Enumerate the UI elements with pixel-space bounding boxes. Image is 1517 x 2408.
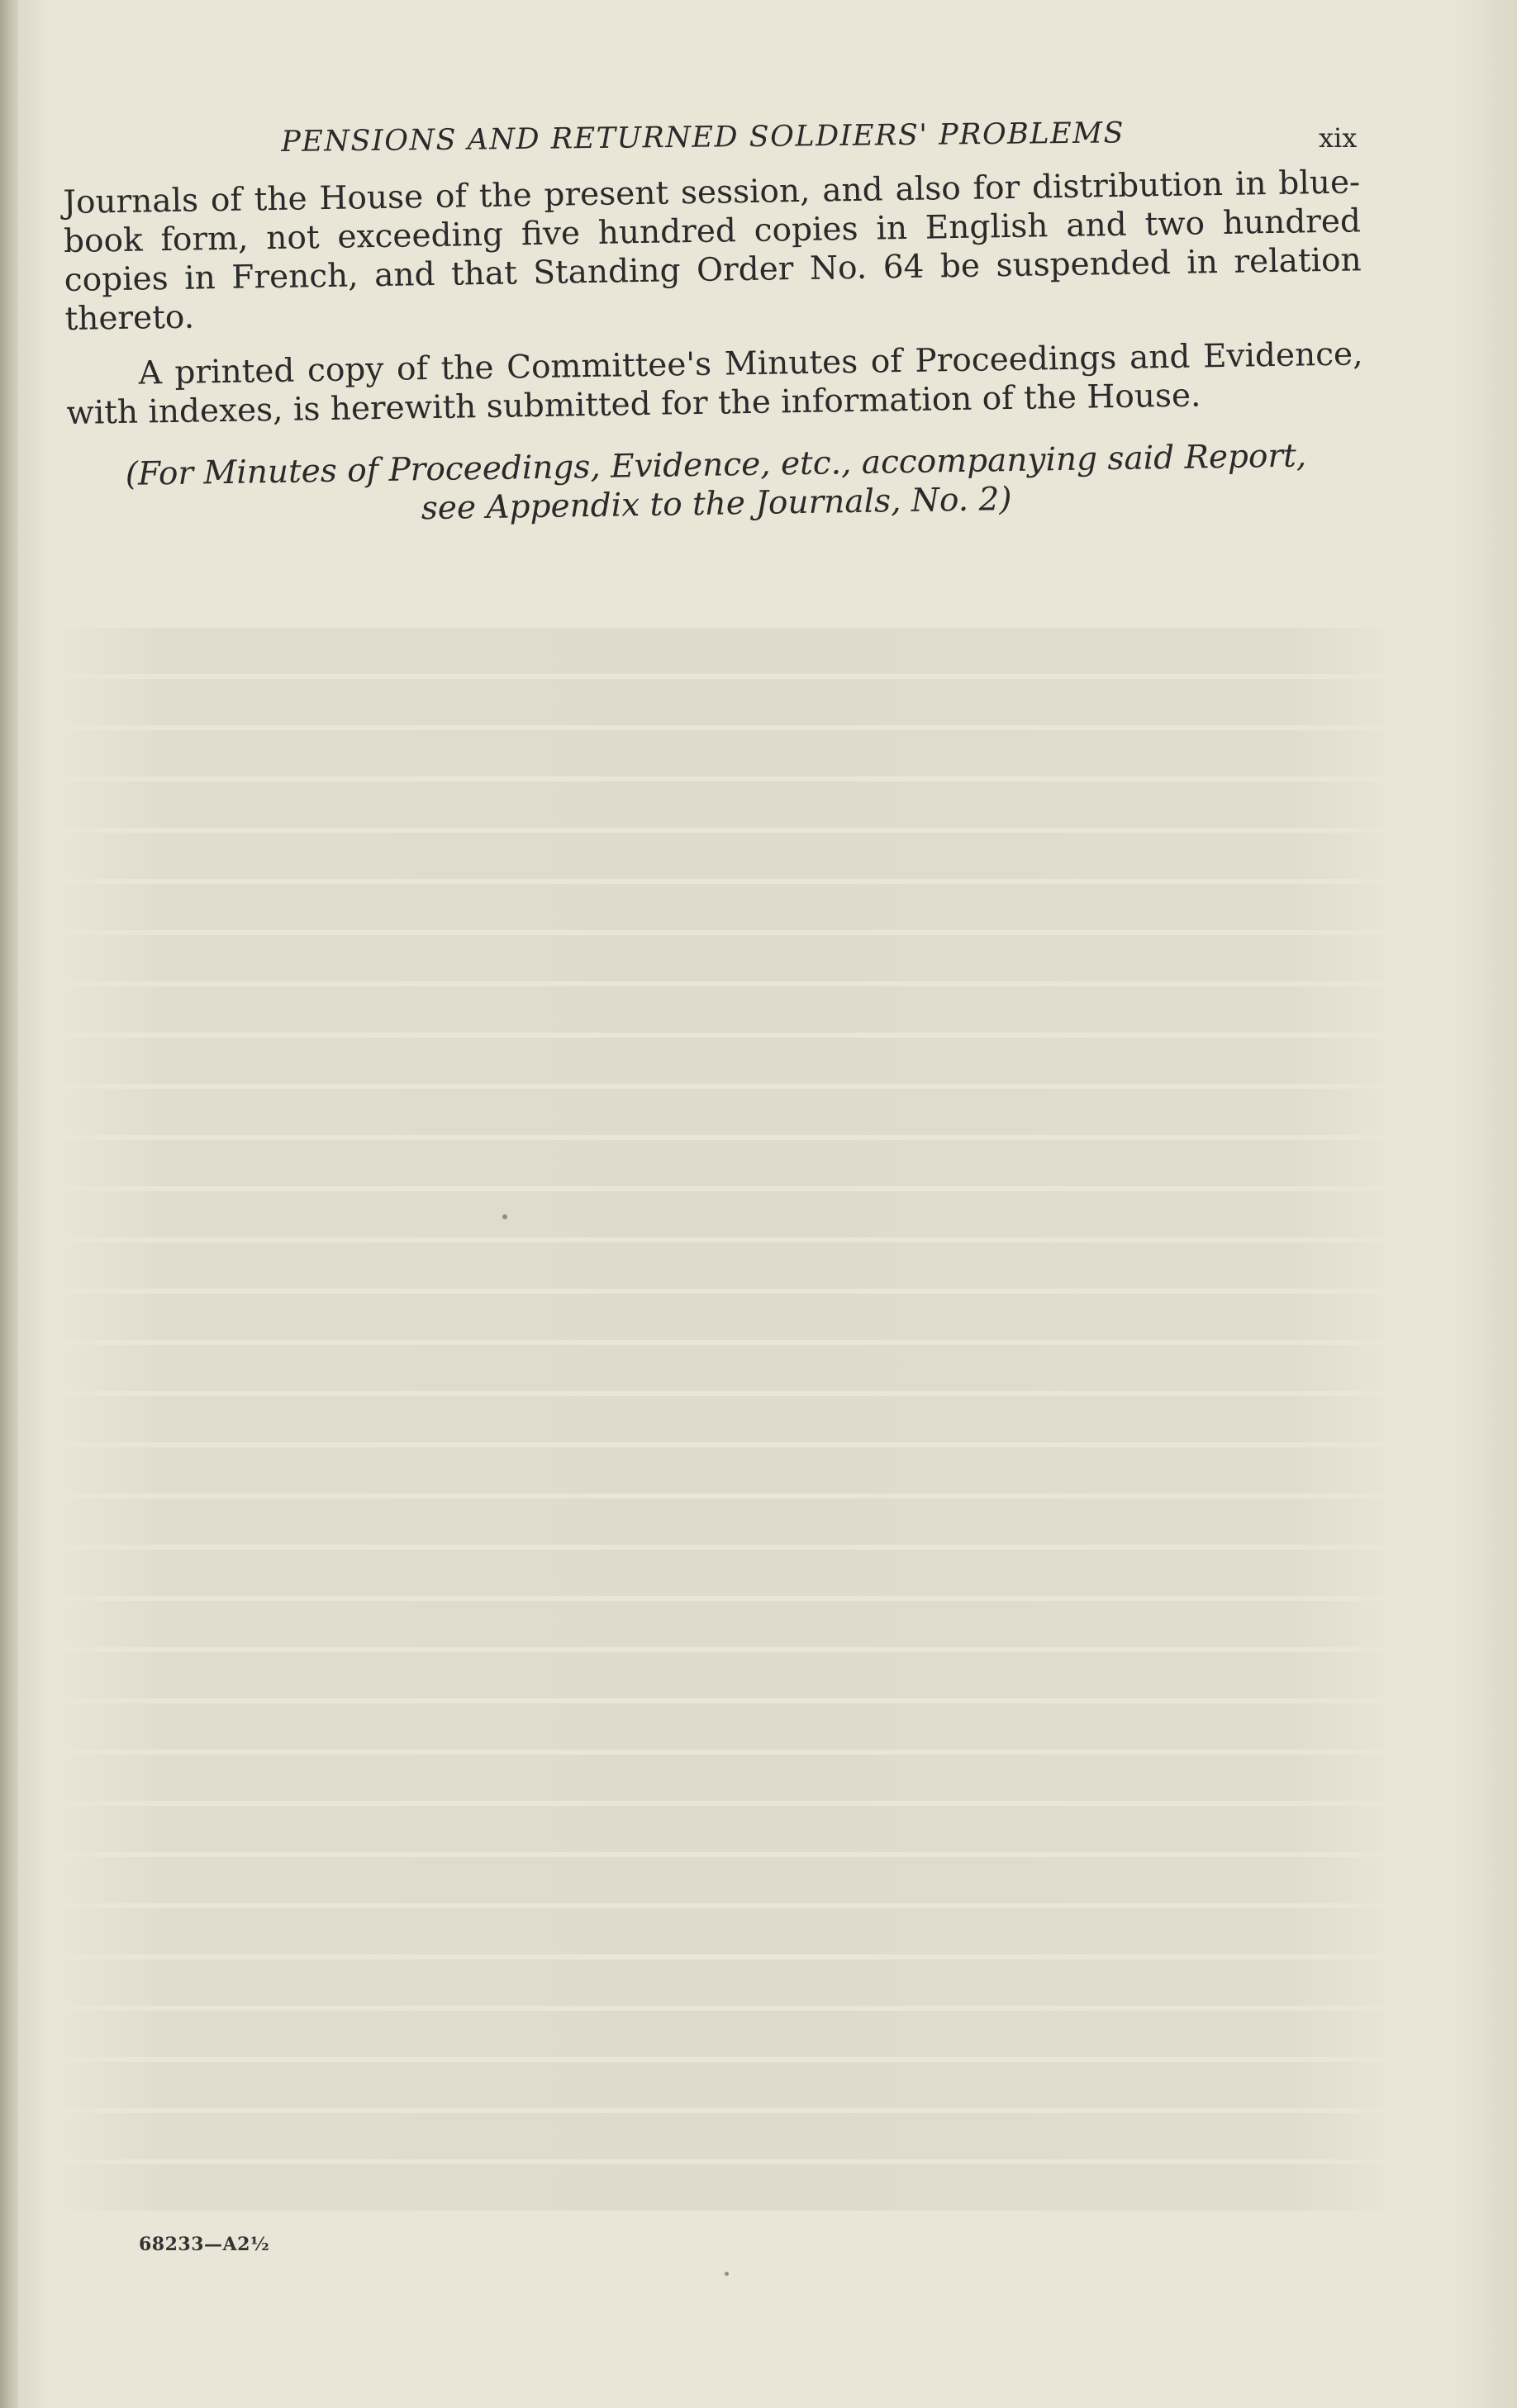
- paragraph: Journals of the House of the present session, and also for distribution in blue-book form, not exceeding five hundred copies in English and two hundred copies in French, and that Standing Order No. 64 be suspended in relation thereto.: [63, 164, 1362, 338]
- printer-signature: 68233—A2½: [139, 2234, 270, 2255]
- running-head: PENSIONS AND RETURNED SOLDIERS' PROBLEMS: [281, 116, 1125, 159]
- show-through-text: [50, 628, 1405, 2230]
- page-number: xix: [1319, 122, 1358, 154]
- body-text: [63, 163, 1365, 534]
- binding-edge: [0, 0, 18, 2408]
- appendix-reference: (For Minutes of Proceedings, Evidence, etc., accompanying said Report, see Appendix to the Journals, No. 2): [125, 437, 1307, 528]
- paragraph: A printed copy of the Committee's Minutes of Proceedings and Evidence, with indexes, is herewith submitted for the information of the House.: [66, 335, 1363, 432]
- paper-speck: [502, 1214, 507, 1219]
- paper-speck: [725, 2272, 729, 2276]
